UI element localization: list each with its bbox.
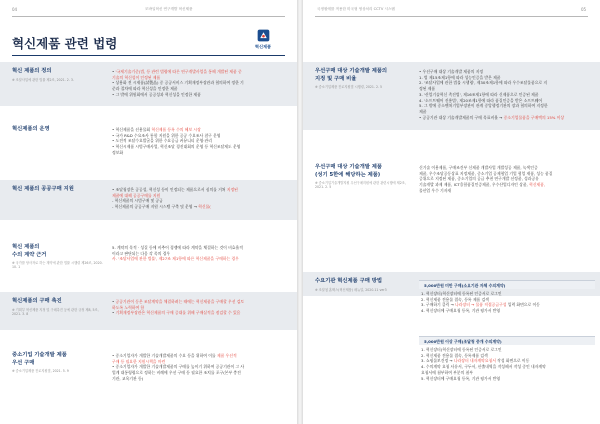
highlight-text: 하도록 노력하여 함: [112, 304, 145, 310]
page-title: 혁신제품 관련 법령: [12, 36, 118, 51]
section-body: [112, 245, 292, 262]
body-text: 이라고 판단되는 다음 각 목의 경우: [112, 250, 171, 256]
body-text: 4. 수의계약 요청 사유서, 구두서, 산출내역을 작성해서 작성 중인 내자계약: [421, 364, 546, 370]
purchase-box-body: [421, 291, 595, 314]
body-text: 2. 혁신제품 전용몰 접속, 등록제품 검색: [421, 352, 488, 358]
text-line: [112, 310, 292, 316]
section-note: ※ 기획부 혁신제품 지정 및 구매촉진 등에 관한 규정 제8, 5조, 2021. 3. 8: [12, 307, 99, 316]
section-body: [112, 299, 292, 316]
body-text: - 혁신제품의 공공구매 지원 시스템 구축 및 운영 →: [112, 204, 199, 210]
highlight-text: 구매 등 필요한 지원시책을 마련: [112, 358, 166, 364]
innovation-logo-icon: [257, 29, 270, 42]
section-title: 우선구매 대상 기술개발 제품 (성기 5한에 해당하는 제품): [315, 164, 382, 178]
body-text: 물산업 우수 기자재: [419, 187, 452, 193]
section-body: [419, 69, 595, 120]
highlight-text: 지정된: [226, 187, 238, 192]
body-text: 2. '조달사업에 관한 법률 시행령', 제30조제1항에 따라 우수조달물품으로 지: [419, 80, 548, 86]
body-text: 업계 대통령령으로 정하는 비례에 우선 구매 등 필요한 조치를 포구(본부 충전: [112, 370, 241, 376]
section-heading: [315, 164, 411, 190]
purchase-box-body: [421, 347, 595, 381]
highlight-text: 나라장터 내자계약요청서: [453, 358, 496, 364]
highlight-text: 혁신제품 등록 수의 혜보 시장: [151, 127, 201, 132]
section-title: 혁신 제품의 정의: [12, 68, 52, 74]
highlight-text: 중소기업물품을 구매액의 15% 이상: [503, 114, 565, 120]
text-line: [421, 308, 595, 314]
body-text: 3. 구매하기 클릭 →: [421, 302, 456, 308]
highlight-text: 혁신제품,: [529, 182, 546, 188]
highlight-text: 기술의 혁신성이 인정된 제품: [112, 74, 161, 80]
section-body: [112, 187, 292, 210]
body-text: • 혁신시제품 시범구매사업, 혁신조달 경진대회의 운영 등 혁신조달제도 운영: [112, 144, 241, 150]
highlight-text: 사. '조달사업에 관한 법률', 제27조 제1항에 따른 혁신제품을 구매하는 경우: [112, 256, 239, 262]
body-text: • 중소기업자가 개발한 기술개발제품의 수요 등을 위하여 이를: [112, 353, 217, 358]
section-body: [112, 127, 292, 156]
body-text: 정된 제품: [419, 86, 436, 92]
section-title: 혁신 제품의 수의 계약 근거: [12, 244, 47, 258]
logo: [248, 29, 278, 53]
body-text: 1. 혁신장터(혁신장터에 등록된 인증서로 로그인: [421, 347, 502, 352]
section-body: [112, 69, 292, 98]
logo-text: 혁신제품: [254, 44, 272, 49]
body-text: •: [112, 310, 116, 316]
section-body: [419, 165, 595, 194]
running-head: 모바일혁신 연구개발 혁신제품: [145, 7, 193, 11]
highlight-text: 혁신몰(: [198, 204, 211, 210]
body-text: • 그 밖에 위원회에서 공공성과 혁신성을 인정한 제품: [112, 91, 201, 97]
section-heading: [12, 298, 104, 316]
section-note: ※ 중소기업기술개발지원 우선구매지원에 관한 관련시행에 제2조, 2021. 2. 5: [315, 181, 406, 190]
body-text: •: [112, 69, 116, 74]
body-text: 3. 쇼핑몰보건정 →: [421, 358, 454, 364]
section-heading: [12, 186, 104, 194]
section-heading: [12, 352, 104, 373]
highlight-text: 제품 우선적: [216, 353, 237, 358]
section-heading: [12, 68, 104, 82]
section-title: 중소기업 기술개발 제품 우선 구매: [12, 352, 67, 366]
body-text: 작성 화면으로 이동: [495, 358, 530, 364]
body-text: 3. '산업기술혁신 촉진법', 제16조제1항에 따라 신제품으로 인증된 제품: [419, 91, 539, 97]
body-text: 요청서에 첨부하여 부분의 첨부: [421, 369, 473, 375]
body-text: 5. 그 밖에 중소벤처기업부장관이 관계 중앙행정기관의 장과 협의하여 지정한: [419, 103, 548, 109]
section-heading: [315, 68, 411, 89]
highlight-text: '국제기술기준(법, 등 관련 법령에 따른 연구개발사업을 통해 개발된 제품 중: [115, 69, 242, 74]
body-text: 입력 화면으로 이동: [506, 302, 540, 308]
body-text: 증위으로 지정된 제품, 중소기업의 공급 추천 연구개발 선정품, 성과공유: [419, 176, 539, 182]
title-rule: [12, 55, 285, 56]
purchase-box-header: 5,000만원 이상 구매(조달청 중개 수의계약): [419, 336, 595, 345]
body-text: 5. 계약의 목적 · 성질 등에 비추어 경쟁에 따라 계약을 체결하는 것이 비효율적: [112, 245, 243, 250]
header-rule: [12, 16, 285, 17]
section-heading: [12, 244, 104, 270]
highlight-text: 공공기관이 동은 조달계약을 체결하려는 때에는 혁신제품을 구매할 우선 검토: [115, 299, 245, 304]
section-heading: [12, 126, 104, 134]
text-line: [112, 256, 292, 262]
page-number: 04: [12, 7, 18, 12]
body-text: •: [112, 299, 116, 304]
body-text: - 혁신제품의 시범구매 및 공급: [112, 198, 163, 204]
section-note: ※ 국가를 당사자로 하는 계약에 관한 법률 시행령 제26조, 2020. 10. 1: [12, 261, 103, 270]
body-text: • 조달청장은 공공성, 혁신성 등이 인정되는 제품으로서 심의를 거쳐: [112, 187, 227, 192]
body-text: 4. '소프트웨어 진흥법', 제20조제1항에 따라 품질인증을 받은 소프트웨어: [419, 97, 543, 103]
body-text: 정보화: [112, 149, 124, 155]
highlight-text: 나라장터 → 물품 직접공급구성: [455, 302, 507, 308]
text-line: [112, 92, 292, 98]
purchase-box-header: 5,000만원 미만 구매(소요기관 자체 수의계약): [419, 280, 595, 289]
body-text: • 중소기업자가 개발한 기술개발제품의 구매를 높이기 위하여 공공기관이 그 사: [112, 364, 245, 370]
highlight-text: 제품에 대해 공공구매를 지원: [112, 192, 161, 198]
right-page: [303, 0, 600, 424]
section-note: ※ 중소기업제품 진로지원법 시행령, 2021. 2. 5: [315, 85, 383, 90]
section-title: 우선구매 대상 기술개발 제품의 지정 및 구매 비율: [315, 68, 388, 82]
section-note: ※ 중소기업제품 진로지원법, 2021. 5. 9: [12, 369, 69, 374]
body-text: 4. 혁신장터에 구매요청 등록, 기관 평가서 반영: [421, 308, 501, 314]
left-page: [0, 0, 297, 424]
body-text: • 공공기관 대상 기술개발제품의 구매 목표비율 →: [419, 114, 504, 120]
text-line: [112, 376, 292, 382]
running-head: 국정원에를 적용한 미국형 영상처리 CCTV 시스템: [317, 7, 395, 11]
section-note: ※ 조달청 홈택스(혁신제품) 매뉴얼, 2020.11 ver3: [315, 287, 387, 292]
body-text: 기관, 교육기관 등): [112, 375, 144, 381]
body-text: • 우선구매 대상 기술개발 제품의 지정: [419, 69, 484, 74]
body-text: 1. 법 제15조제1항에 따라 성능인증을 받은 제품: [419, 74, 501, 80]
body-text: 5. 혁신장터에 구매요청 등록, 기관 평가서 반영: [421, 375, 501, 381]
section-body: [112, 353, 292, 382]
body-text: 준과 절차에 따라 혁신성을 인정한 제품: [112, 86, 178, 92]
body-text: 제품, 우수조달공동상표 지정제품, 중소기업 공제협업 기업 협업 제품, 성능 품질: [419, 170, 553, 176]
body-text: • 상용화 전 시제품(試製品) 중 공공서비스 기획재정부장관과 협의하여 정한 기: [112, 80, 244, 86]
text-line: [419, 115, 595, 121]
text-line: [112, 150, 292, 156]
text-line: [419, 188, 595, 194]
body-text: 신기술 이용제품, 구매조건부 신제품 개발사업 개발성공 제품, 녹색인증: [419, 165, 538, 170]
section-title: 혁신제품의 구매 촉진: [12, 298, 62, 304]
section-title: 혁신제품의 운영: [12, 126, 50, 132]
highlight-text: 기획재정부장관은 혁신제품의 구매 증대를 위해 구매실적을 점검할 수 있음: [115, 310, 241, 316]
body-text: • 국가 R&D 수요조사 통합 지원을 위한 공공 수요조사 참구 운영: [112, 132, 221, 138]
section-purchase: [315, 278, 395, 292]
section-title: 혁신 제품의 공공구매 지원: [12, 186, 74, 192]
body-text: • 도전적 조달수요발굴을 위한 수요공급 커뮤니티 운영·관리: [112, 138, 212, 144]
body-text: • 혁신제품을 선용물회: [112, 127, 152, 132]
section-note: ※ 조달사업에 관한 법률 제2조, 2021. 2. 3.: [12, 77, 74, 82]
body-text: 기술개발 과제 제품, ICT융합품질인증제품, 우수산업디자인 상품,: [419, 182, 529, 188]
body-text: 1. 혁신장터(혁신장터에 등록된 인증서로 로그인: [421, 291, 502, 296]
page-number: 05: [581, 7, 587, 12]
text-line: [421, 376, 595, 382]
body-text: 제품: [419, 108, 427, 114]
header-rule: [315, 16, 588, 17]
body-text: 2. 혁신제품 전용몰 접속, 등록 제품 검색: [421, 296, 489, 302]
text-line: [112, 204, 292, 210]
section-title: 수요기관 혁신제품 구매 방법: [315, 278, 382, 284]
